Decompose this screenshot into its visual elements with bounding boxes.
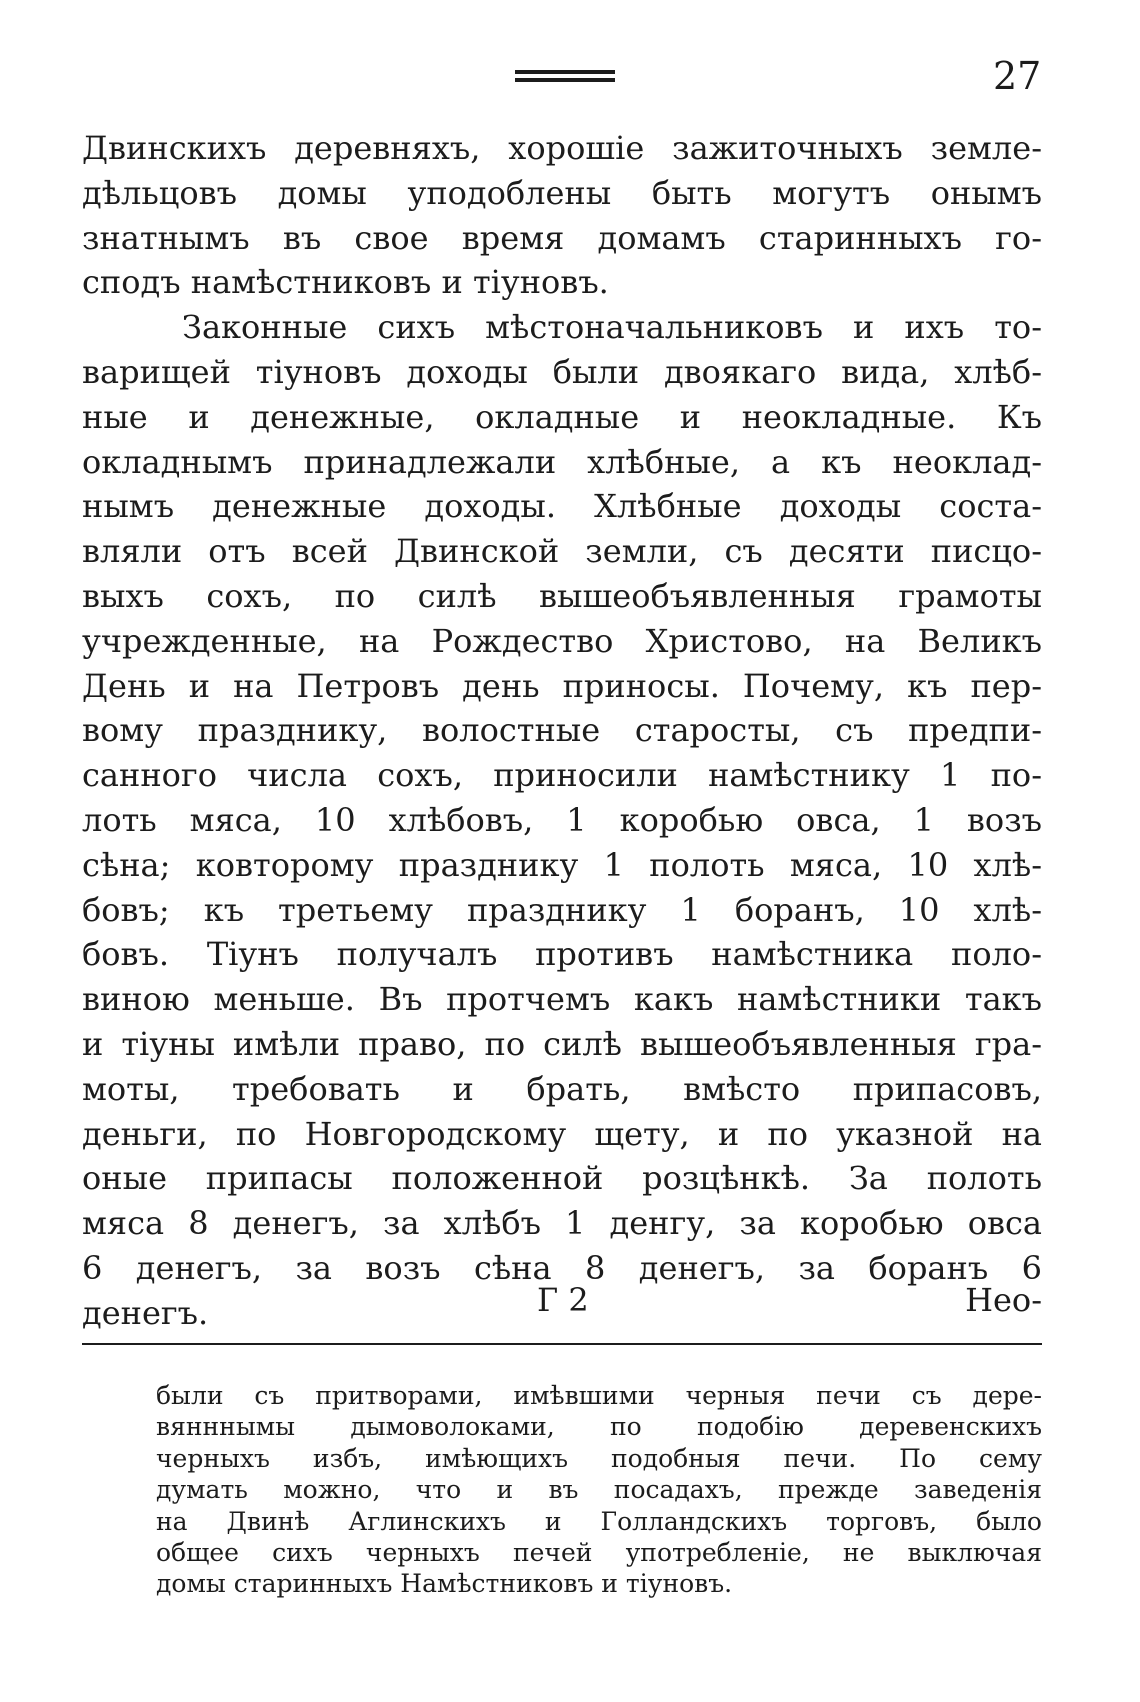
text-line: моты, требовать и брать, вмѣсто припасовъ,	[82, 1069, 1042, 1108]
footnote-line: вянннымы дымоволоками, по подобію деревенскихъ	[156, 1412, 1042, 1442]
text-line: окладнымъ принадлежали хлѣбные, а къ неоклад-	[82, 442, 1042, 481]
text-line: варищей тіуновъ доходы были двоякаго вида, хлѣб-	[82, 352, 1042, 391]
catchword-row	[82, 1278, 1042, 1322]
text-line: 6 денегъ, за возъ сѣна 8 денегъ, за боранъ 6	[82, 1248, 1042, 1287]
footnote-line: домы старинныхъ Намѣстниковъ и тіуновъ.	[156, 1569, 733, 1599]
header-double-rule	[515, 70, 615, 84]
text-line: сѣна; ковторому празднику 1 полоть мяса, 10 хлѣ-	[82, 845, 1042, 884]
text-line: сподъ намѣстниковъ и тіуновъ.	[82, 263, 609, 302]
footnote-line: на Двинѣ Аглинскихъ и Голландскихъ торговъ, было	[156, 1506, 1042, 1536]
text-line: деньги, по Новгородскому щету, и по указной на	[82, 1114, 1042, 1153]
text-line: вляли отъ всей Двинской земли, съ десяти писцо-	[82, 532, 1042, 571]
text-line: мяса 8 денегъ, за хлѣбъ 1 денгу, за коробью овса	[82, 1204, 1042, 1243]
text-line: дѣльцовъ домы уподоблены быть могутъ онымъ	[82, 173, 1042, 212]
text-line: День и на Петровъ день приносы. Почему, къ пер-	[82, 666, 1042, 705]
page-number: 27	[993, 54, 1042, 98]
text-line: учрежденные, на Рождество Христово, на Великъ	[82, 621, 1042, 660]
footnote-line: общее сихъ черныхъ печей употребленіе, не выключая	[156, 1537, 1042, 1567]
text-line: знатнымъ въ свое время домамъ старинныхъ го-	[82, 218, 1042, 257]
footnote-line: были съ притворами, имѣвшими черныя печи съ дере-	[156, 1381, 1042, 1410]
text-line: бовъ. Тіунъ получалъ противъ намѣстника поло-	[82, 935, 1042, 974]
footnote-line: черныхъ избъ, имѣющихъ подобныя печи. По сему	[156, 1443, 1042, 1473]
text-line: Двинскихъ деревняхъ, хорошіе зажиточныхъ земле-	[82, 129, 1042, 167]
text-line: лоть мяса, 10 хлѣбовъ, 1 коробью овса, 1 возъ	[82, 800, 1042, 839]
footnote	[156, 1380, 1042, 1600]
footnote-divider	[82, 1343, 1042, 1345]
text-line: Законные сихъ мѣстоначальниковъ и ихъ то-	[182, 308, 1042, 347]
text-line: санного числа сохъ, приносили намѣстнику 1 по-	[82, 756, 1042, 795]
text-line: денегъ.	[82, 1293, 209, 1332]
footnote-line: думать можно, что и въ посадахъ, прежде заведенія	[156, 1475, 1042, 1505]
text-line: виною меньше. Въ протчемъ какъ намѣстники такъ	[82, 980, 1042, 1019]
text-line: вому празднику, волостные старосты, съ предпи-	[82, 711, 1042, 750]
catchword: Нео-	[965, 1281, 1042, 1319]
text-line: и тіуны имѣли право, по силѣ вышеобъявленныя гра-	[82, 1024, 1042, 1063]
signature-mark: Г 2	[537, 1281, 589, 1319]
text-line: ные и денежные, окладные и неокладные. Къ	[82, 397, 1042, 436]
text-line: бовъ; къ третьему празднику 1 боранъ, 10 хлѣ-	[82, 890, 1042, 929]
text-line: выхъ сохъ, по силѣ вышеобъявленныя грамоты	[82, 576, 1042, 615]
main-text	[82, 126, 1042, 1336]
text-line: оные припасы положенной розцѣнкѣ. За полоть	[82, 1159, 1042, 1198]
text-line: нымъ денежные доходы. Хлѣбные доходы соста-	[82, 487, 1042, 526]
